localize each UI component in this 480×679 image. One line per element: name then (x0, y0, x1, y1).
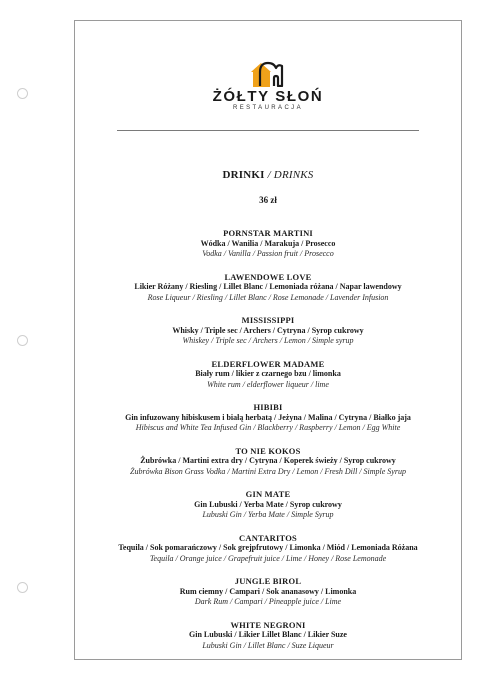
drink-ingredients-pl: Rum ciemny / Campari / Sok ananasowy / Limonka (179, 586, 357, 596)
menu-page (74, 20, 462, 660)
drink-name: WHITE NEGRONI (230, 619, 306, 630)
drink-ingredients-pl: Gin infuzowany hibiskusem i białą herbatą / Jeżyna / Malina / Cytryna / Białko jaja (125, 412, 411, 422)
menu-title-separator: / (264, 169, 274, 181)
drink-item (75, 446, 461, 490)
drink-ingredients-en: Rose Liqueur / Riesling / Lillet Blanc / Rose Lemonade / Lavender Infusion (147, 292, 389, 302)
drink-item (75, 489, 461, 533)
restaurant-logo (75, 59, 461, 112)
drink-ingredients-en: Żubrówka Bison Grass Vodka / Martini Extra Dry / Lemon / Fresh Dill / Simple Syrup (130, 466, 406, 476)
drink-ingredients-en: Lubuski Gin / Lillet Blanc / Suze Liqueur (202, 640, 334, 650)
drinks-list (75, 228, 461, 663)
drink-ingredients-en: Dark Rum / Campari / Pineapple juice / Lime (194, 597, 342, 606)
drink-name: MISSISSIPPI (241, 315, 295, 325)
drink-name: PORNSTAR MARTINI (223, 228, 313, 238)
drink-name: LAWENDOWE LOVE (224, 271, 312, 282)
drink-name: JUNGLE BIROL (234, 576, 302, 586)
drink-ingredients-en: White rum / elderflower liqueur / lime (207, 379, 329, 389)
drink-ingredients-pl: Gin Lubuski / Yerba Mate / Syrop cukrowy (194, 499, 342, 509)
drink-ingredients-pl: Wódka / Wanilia / Marakuja / Prosecco (200, 238, 336, 248)
drink-name: CANTARITOS (239, 532, 297, 543)
drink-item (75, 359, 461, 403)
brand-subtitle: RESTAURACJA (233, 105, 303, 111)
binder-hole-middle (17, 335, 28, 346)
menu-title-pl: DRINKI (222, 169, 265, 181)
drink-ingredients-pl: Tequila / Sok pomarańczowy / Sok grejpfrutowy / Limonka / Miód / Lemoniada Różana (118, 543, 418, 552)
drink-item (75, 228, 461, 272)
binder-hole-bottom (17, 582, 28, 593)
drink-name: HIBIBI (253, 402, 283, 412)
drink-item (75, 533, 461, 577)
drink-name: TO NIE KOKOS (235, 445, 301, 456)
drink-item (75, 315, 461, 359)
drink-ingredients-en: Vodka / Vanilla / Passion fruit / Prosecco (202, 249, 334, 258)
menu-title-en: DRINKS (273, 169, 314, 181)
drink-ingredients-pl: Żubrówka / Martini extra dry / Cytryna / Koperek świeży / Syrop cukrowy (140, 456, 396, 465)
drink-ingredients-pl: Likier Różany / Riesling / Lillet Blanc / Lemoniada różana / Napar lawendowy (134, 282, 402, 291)
drink-ingredients-pl: Whisky / Triple sec / Archers / Cytryna / Syrop cukrowy (172, 325, 364, 335)
drink-ingredients-pl: Gin Lubuski / Likier Lillet Blanc / Likier Suze (189, 630, 347, 639)
drink-ingredients-pl: Biały rum / likier z czarnego bzu / limonka (195, 369, 341, 378)
drink-item (75, 620, 461, 664)
drink-item (75, 576, 461, 620)
drink-ingredients-en: Whiskey / Triple sec / Archers / Lemon / Simple syrup (182, 336, 354, 345)
drink-name: ELDERFLOWER MADAME (211, 358, 325, 369)
menu-title (75, 169, 461, 181)
menu-price: 36 zł (259, 195, 277, 205)
drink-name: GIN MATE (245, 489, 291, 499)
drink-item (75, 402, 461, 446)
drink-item (75, 272, 461, 316)
header-divider (117, 130, 419, 131)
drink-ingredients-en: Lubuski Gin / Yerba Mate / Simple Syrup (202, 510, 334, 519)
drink-ingredients-en: Hibiscus and White Tea Infused Gin / Blackberry / Raspberry / Lemon / Egg White (135, 423, 401, 432)
elephant-house-icon (251, 59, 285, 87)
brand-name: ŻÓŁTY SŁOŃ (212, 88, 324, 105)
drink-ingredients-en: Tequila / Orange juice / Grapefruit juice / Lime / Honey / Rose Lemonade (149, 553, 387, 563)
binder-hole-top (17, 88, 28, 99)
